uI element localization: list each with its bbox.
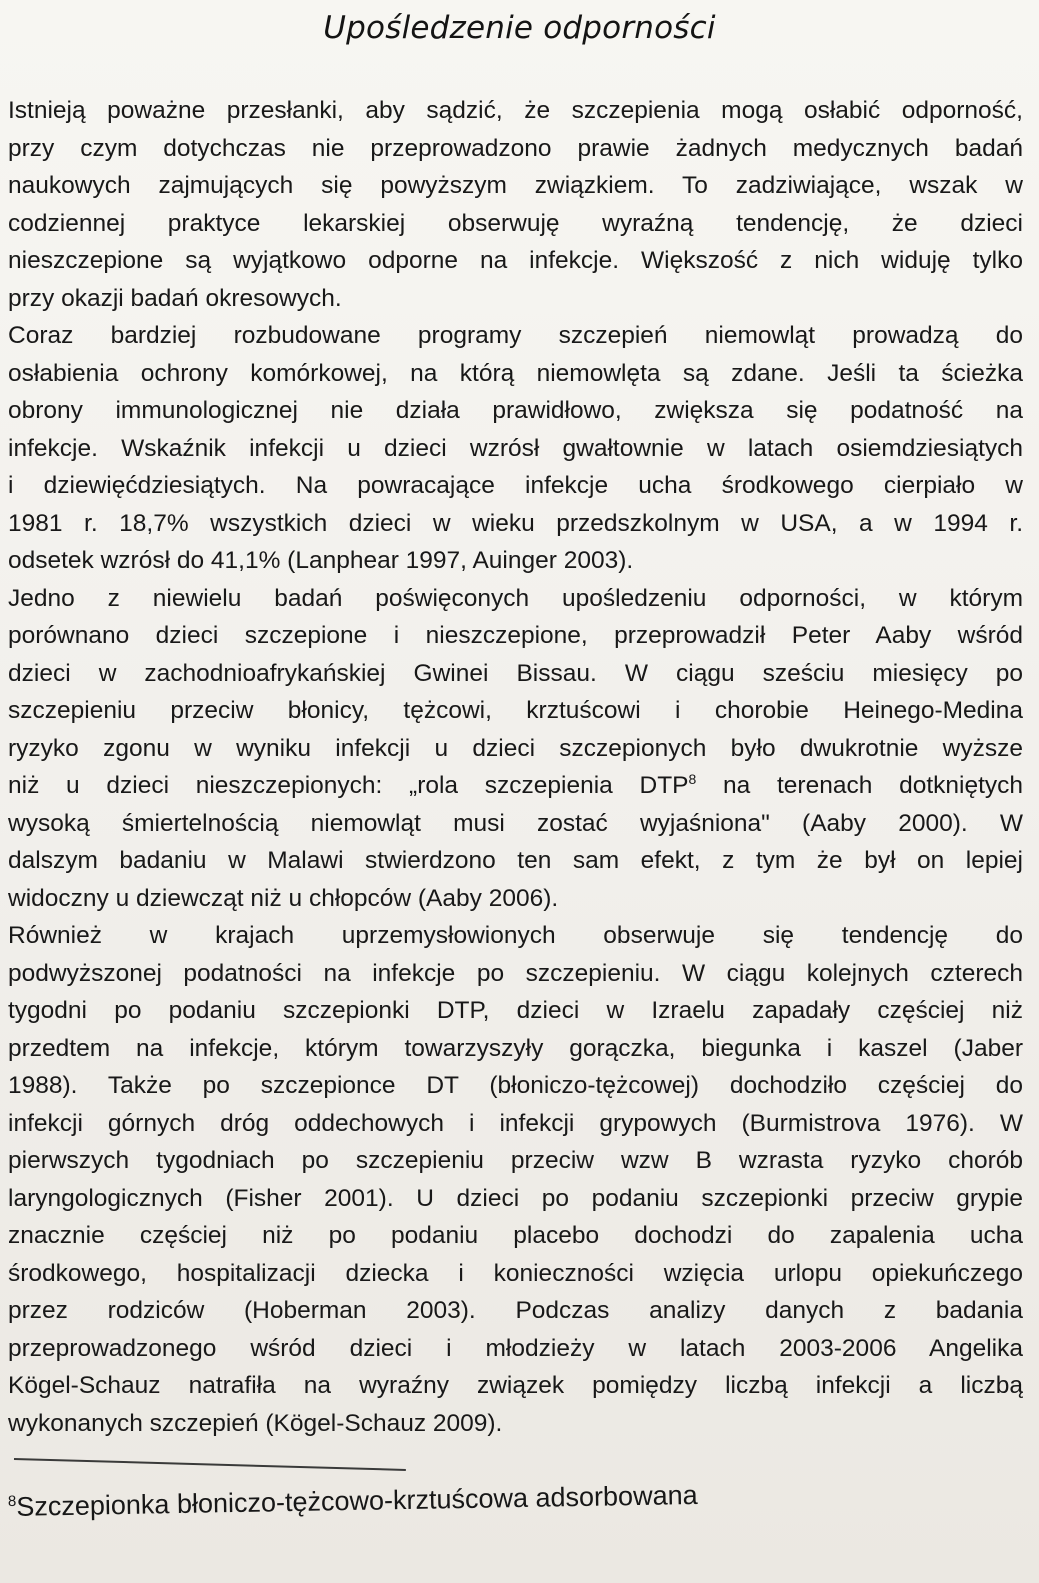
text-line: znacznie częściej niż po podaniu placebo dochodzi do zapalenia ucha [8, 1222, 1023, 1249]
text-line: przy czym dotychczas nie przeprowadzono prawie żadnych medycznych badań [8, 134, 1023, 162]
text-line: przedtem na infekcje, którym towarzyszyły gorączka, biegunka i kaszel (Jaber [8, 1034, 1023, 1062]
text-line: tygodni po podaniu szczepionki DTP, dzieci w Izraelu zapadały częściej niż [8, 997, 1023, 1024]
text-line: infekcji górnych dróg oddechowych i infekcji grypowych (Burmistrova 1976). W [8, 1109, 1023, 1137]
body-text [8, 92, 1023, 1442]
text-line: dalszym badaniu w Malawi stwierdzono ten sam efekt, z tym że był on lepiej [8, 847, 1023, 874]
text-line: nieszczepione są wyjątkowo odporne na infekcje. Większość z nich widuję tylko [8, 247, 1023, 274]
text-line: szczepieniu przeciw błonicy, tężcowi, krztuścowi i chorobie Heinego-Medina [8, 697, 1023, 724]
footnote [8, 1473, 1008, 1524]
text-line: środkowego, hospitalizacji dziecka i konieczności wzięcia urlopu opiekuńczego [8, 1259, 1023, 1287]
text-line: widoczny u dziewcząt niż u chłopców (Aaby 2006). [8, 884, 559, 912]
text-line: Również w krajach uprzemysłowionych obserwuje się tendencję do [8, 922, 1023, 949]
text-line: osłabienia ochrony komórkowej, na którą niemowlęta są zdane. Jeśli ta ścieżka [8, 359, 1023, 387]
text-line: 1988). Także po szczepionce DT (błoniczo-tężcowej) dochodziło częściej do [8, 1072, 1023, 1099]
footnote-text: Szczepionka błoniczo-tężcowo-krztuścowa adsorbowana [16, 1479, 698, 1522]
footnote-ref-marker: 8 [688, 770, 697, 787]
text-line: dzieci w zachodnioafrykańskiej Gwinei Bissau. W ciągu sześciu miesięcy po [8, 659, 1023, 687]
footnote-divider [14, 1458, 406, 1471]
text-line: przez rodziców (Hoberman 2003). Podczas analizy danych z badania [8, 1297, 1023, 1324]
text-line: pierwszych tygodniach po szczepieniu przeciw wzw B wzrasta ryzyko chorób [8, 1147, 1023, 1174]
text-line: Istnieją poważne przesłanki, aby sądzić, że szczepienia mogą osłabić odporność, [8, 97, 1023, 124]
text-line: Jedno z niewielu badań poświęconych upośledzeniu odporności, w którym [8, 584, 1023, 612]
text-line: przy okazji badań okresowych. [8, 284, 342, 312]
text-line: laryngologicznych (Fisher 2001). U dzieci po podaniu szczepionki przeciw grypie [8, 1184, 1023, 1212]
footnote-marker: 8 [7, 1492, 17, 1510]
text-line: infekcje. Wskaźnik infekcji u dzieci wzrósł gwałtownie w latach osiemdziesiątych [8, 434, 1023, 462]
text-line: Coraz bardziej rozbudowane programy szczepień niemowląt prowadzą do [8, 322, 1023, 349]
text-segment: niż u dzieci nieszczepionych: „rola szczepienia DTP [8, 772, 689, 799]
page-title: Upośledzenie odporności [323, 10, 716, 46]
text-line: ryzyko zgonu w wyniku infekcji u dzieci szczepionych było dwukrotnie wyższe [8, 734, 1023, 762]
text-line: codziennej praktyce lekarskiej obserwuję wyraźną tendencję, że dzieci [8, 209, 1023, 237]
text-line: przeprowadzonego wśród dzieci i młodzieży w latach 2003-2006 Angelika [8, 1334, 1023, 1362]
text-line: wysoką śmiertelnością niemowląt musi zostać wyjaśniona" (Aaby 2000). W [8, 809, 1023, 837]
text-line-with-footnote-ref [8, 767, 1023, 805]
text-line: podwyższonej podatności na infekcje po szczepieniu. W ciągu kolejnych czterech [8, 959, 1023, 987]
text-line: Kögel-Schauz natrafiła na wyraźny związek pomiędzy liczbą infekcji a liczbą [8, 1372, 1023, 1399]
text-line: 1981 r. 18,7% wszystkich dzieci w wieku przedszkolnym w USA, a w 1994 r. [8, 509, 1023, 537]
text-segment: na terenach dotkniętych [696, 772, 1023, 799]
text-line: odsetek wzrósł do 41,1% (Lanphear 1997, Auinger 2003). [8, 547, 634, 574]
text-line: i dziewięćdziesiątych. Na powracające infekcje ucha środkowego cierpiało w [8, 472, 1023, 499]
text-line: naukowych zajmujących się powyższym związkiem. To zadziwiające, wszak w [8, 172, 1023, 199]
text-line: obrony immunologicznej nie działa prawidłowo, zwiększa się podatność na [8, 397, 1023, 424]
text-line: wykonanych szczepień (Kögel-Schauz 2009). [8, 1409, 503, 1437]
text-line: porównano dzieci szczepione i nieszczepione, przeprowadził Peter Aaby wśród [8, 622, 1023, 649]
